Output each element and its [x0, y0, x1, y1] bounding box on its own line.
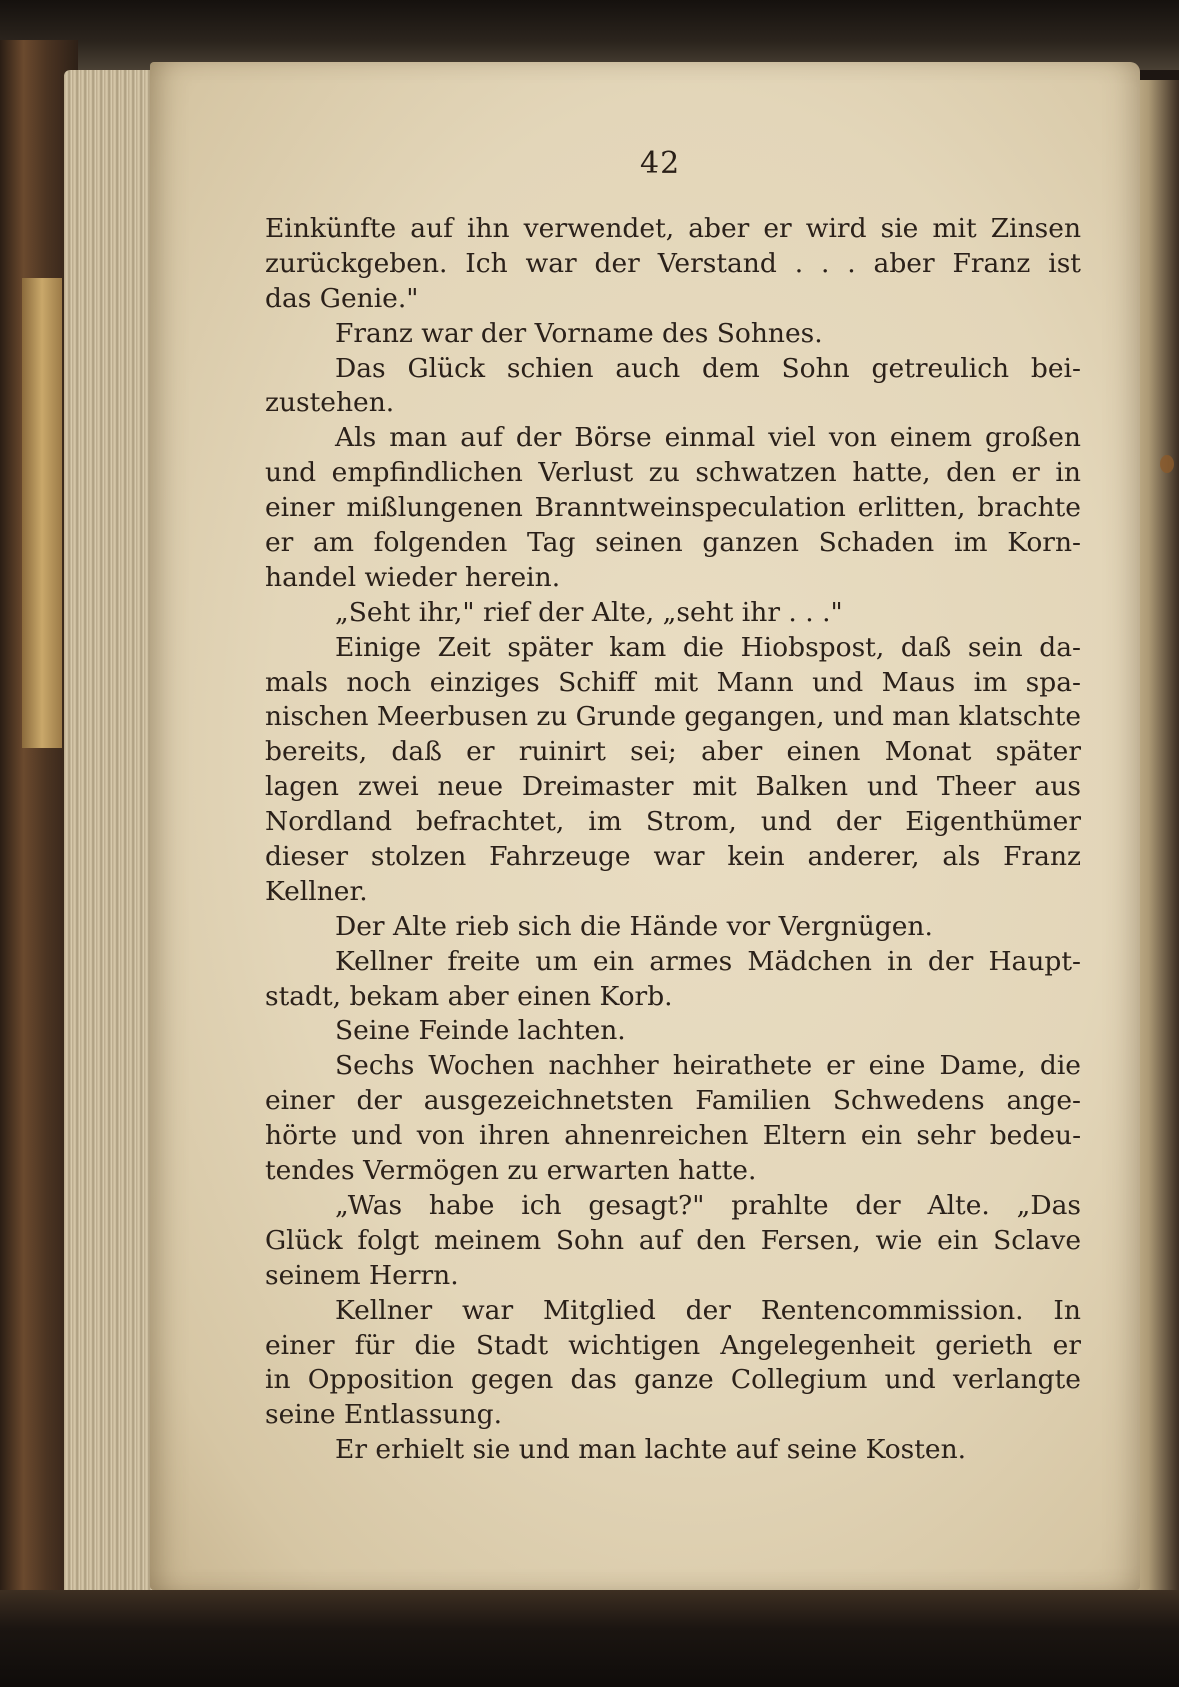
text-line: „Was habe ich gesagt?" prahlte der Alte. „Das: [335, 1189, 1081, 1221]
page-edge-tab: [22, 278, 62, 748]
text-line: Als man auf der Börse einmal viel von einem großen: [335, 422, 1081, 454]
text-line: bereits, daß er ruinirt sei; aber einen Monat später: [265, 736, 1081, 768]
text-line: seinem Herrn.: [265, 1259, 459, 1291]
text-line: Kellner war Mitglied der Rentencommission. In: [335, 1294, 1081, 1326]
book-cover-bottom: [0, 1590, 1179, 1687]
text-line: seine Entlassung.: [265, 1399, 502, 1431]
text-line: Nordland befrachtet, im Strom, und der Eigenthümer: [265, 806, 1081, 838]
text-line: Er erhielt sie und man lachte auf seine Kosten.: [335, 1434, 967, 1466]
text-line: lagen zwei neue Dreimaster mit Balken und Theer aus: [265, 771, 1081, 803]
text-line: einer mißlungenen Branntweinspeculation erlitten, brachte: [265, 492, 1081, 524]
text-line: stadt, bekam aber einen Korb.: [265, 980, 673, 1012]
text-line: Franz war der Vorname des Sohnes.: [335, 317, 823, 349]
text-line: handel wieder herein.: [265, 561, 561, 593]
text-line: Das Glück schien auch dem Sohn getreulich bei-: [335, 352, 1081, 384]
text-line: Einige Zeit später kam die Hiobspost, daß sein da-: [335, 631, 1081, 663]
text-line: einer für die Stadt wichtigen Angelegenheit gerieth er: [265, 1329, 1081, 1361]
text-line: Sechs Wochen nachher heirathete er eine Dame, die: [335, 1050, 1081, 1082]
text-line: nischen Meerbusen zu Grunde gegangen, und man klatschte: [265, 701, 1081, 733]
text-line: Kellner.: [265, 875, 368, 907]
text-line: mals noch einziges Schiff mit Mann und Maus im spa-: [265, 666, 1081, 698]
text-line: zustehen.: [265, 387, 395, 419]
text-line: dieser stolzen Fahrzeuge war kein anderer, als Franz: [265, 841, 1081, 873]
text-line: einer der ausgezeichnetsten Familien Schwedens ange-: [265, 1085, 1081, 1117]
page-number: 42: [640, 146, 681, 181]
text-line: Einkünfte auf ihn verwendet, aber er wird sie mit Zinsen: [265, 213, 1081, 244]
text-line: zurückgeben. Ich war der Verstand . . . aber Franz ist: [265, 247, 1081, 279]
text-line: Kellner freite um ein armes Mädchen in der Haupt-: [335, 945, 1081, 977]
text-line: das Genie.": [265, 282, 419, 314]
body-text: [265, 212, 1081, 1468]
paper-stain: [1160, 455, 1174, 473]
text-line: tendes Vermögen zu erwarten hatte.: [265, 1155, 757, 1187]
text-line: Der Alte rieb sich die Hände vor Vergnügen.: [335, 910, 933, 942]
text-line: er am folgenden Tag seinen ganzen Schaden im Korn-: [265, 527, 1081, 559]
text-line: Glück folgt meinem Sohn auf den Fersen, wie ein Sclave: [265, 1224, 1081, 1256]
text-line: „Seht ihr," rief der Alte, „seht ihr . . .": [335, 596, 843, 628]
text-line: in Opposition gegen das ganze Collegium und verlangte: [265, 1364, 1081, 1396]
text-line: hörte und von ihren ahnenreichen Eltern ein sehr bedeu-: [265, 1120, 1081, 1152]
text-line: und empfindlichen Verlust zu schwatzen hatte, den er in: [265, 457, 1081, 489]
text-line: Seine Feinde lachten.: [335, 1015, 626, 1047]
book-cover-top: [0, 0, 1179, 70]
